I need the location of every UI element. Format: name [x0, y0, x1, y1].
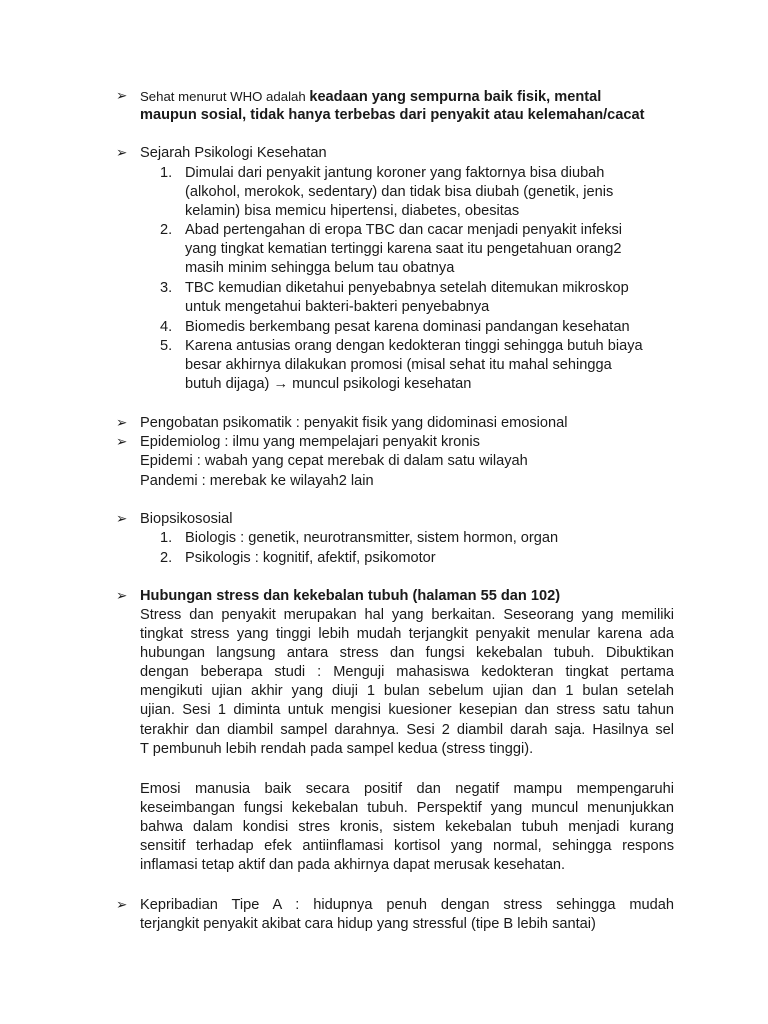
kepribadian-paragraph: [140, 896, 674, 934]
list-item-text: yang tingkat kematian tertinggi karena saat itu pengetahuan orang2: [185, 241, 622, 257]
who-prefix: Sehat menurut WHO adalah: [140, 89, 310, 104]
bullet-icon: ➢: [116, 88, 128, 104]
biopsikososial-title: Biopsikososial: [140, 511, 233, 527]
pengobatan-text: Pengobatan psikomatik : penyakit fisik yang didominasi emosional: [140, 415, 568, 431]
list-item-text: Dimulai dari penyakit jantung koroner yang faktornya bisa diubah: [185, 165, 605, 181]
list-item-text: Abad pertengahan di eropa TBC dan cacar menjadi penyakit infeksi: [185, 222, 623, 238]
list-item-text: Psikologis : kognitif, afektif, psikomotor: [185, 550, 436, 566]
epidemi-text: Epidemi : wabah yang cepat merebak di dalam satu wilayah: [140, 453, 528, 469]
epidemiolog-text: Epidemiolog : ilmu yang mempelajari penyakit kronis: [140, 434, 480, 450]
list-item-text: kelamin) bisa memicu hipertensi, diabetes, obesitas: [185, 203, 520, 219]
who-line-1: [140, 87, 601, 107]
paragraph-line: ujian. Sesi 1 diminta untuk mengisi kuesioner kesepian dan stress satu tahun: [140, 702, 674, 719]
bullet-icon: ➢: [116, 511, 128, 527]
paragraph-line: Stress dan penyakit merupakan hal yang berkaitan. Seseorang yang memiliki: [140, 607, 674, 623]
paragraph-line: sensitif terhadap efek antiinflamasi kortisol yang normal, sehingga respons: [140, 838, 674, 855]
pandemi-text: Pandemi : merebak ke wilayah2 lain: [140, 473, 374, 489]
list-item-text: masih minim sehingga belum tau obatnya: [185, 260, 455, 276]
list-number: 4.: [160, 319, 173, 335]
list-number: 2.: [160, 550, 173, 566]
paragraph-line: mengikuti ujian akhir yang diuji 1 bulan sebelum ujian dan 1 bulan setelah: [140, 683, 674, 700]
who-bold-1: keadaan yang sempurna baik fisik, mental: [309, 89, 602, 105]
list-item-text: untuk mengetahui bakteri-bakteri penyebabnya: [185, 299, 490, 315]
paragraph-line: Emosi manusia baik secara positif dan negatif mampu mempengaruhi: [140, 781, 674, 797]
paragraph-line: terakhir dan diambil sampel darahnya. Sesi 2 diambil darah saja. Hasilnya sel: [140, 721, 674, 738]
paragraph-line: terjangkit penyakit akibat cara hidup yang stressful (tipe B lebih santai): [140, 916, 596, 933]
paragraph-line: dengan beberapa studi : Menguji mahasiswa kedokteran tingkat pertama: [140, 664, 674, 681]
paragraph-line: inflamasi tetap aktif dan pada akhirnya dapat merusak kesehatan.: [140, 857, 566, 874]
list-item-text: butuh dijaga) → muncul psikologi kesehatan: [185, 376, 472, 392]
list-number: 3.: [160, 280, 173, 296]
bullet-icon: ➢: [116, 588, 128, 604]
paragraph-line: bahwa dalam kondisi stres kronis, sistem kekebalan tubuh menjadi kurang: [140, 819, 674, 836]
list-item-text: Karena antusias orang dengan kedokteran tinggi sehingga butuh biaya: [185, 338, 643, 354]
who-bold-2: maupun sosial, tidak hanya terbebas dari penyakit atau kelemahan/cacat: [140, 107, 645, 123]
list-item-text: Biomedis berkembang pesat karena dominasi pandangan kesehatan: [185, 319, 630, 335]
hubungan-paragraph-2: [140, 780, 674, 875]
list-item-text: TBC kemudian diketahui penyebabnya setelah ditemukan mikroskop: [185, 280, 629, 296]
list-item-text: (alkohol, merokok, sedentary) dan tidak bisa diubah (genetik, jenis: [185, 184, 614, 200]
paragraph-line: tingkat stress yang tinggi lebih mudah terjangkit penyakit menular karena ada: [140, 626, 674, 643]
paragraph-line: Kepribadian Tipe A : hidupnya penuh dengan stress sehingga mudah: [140, 897, 674, 913]
list-item-text: besar akhirnya dilakukan promosi (misal sehat itu mahal sehingga: [185, 357, 612, 373]
paragraph-line: hubungan langsung antara stress dan fungsi kekebalan tubuh. Dibuktikan: [140, 645, 674, 662]
list-number: 5.: [160, 338, 173, 354]
list-item-text: Biologis : genetik, neurotransmitter, sistem hormon, organ: [185, 530, 559, 546]
bullet-icon: ➢: [116, 434, 128, 450]
bullet-icon: ➢: [116, 415, 128, 431]
list-number: 2.: [160, 222, 173, 238]
bullet-icon: ➢: [116, 897, 128, 913]
bullet-icon: ➢: [116, 145, 128, 161]
sejarah-title: Sejarah Psikologi Kesehatan: [140, 145, 327, 161]
hubungan-paragraph-1: [140, 606, 674, 759]
list-number: 1.: [160, 165, 173, 181]
hubungan-title: Hubungan stress dan kekebalan tubuh (halaman 55 dan 102): [140, 588, 561, 604]
paragraph-line: T pembunuh lebih rendah pada sampel kedua (stress tinggi).: [140, 740, 534, 757]
paragraph-line: keseimbangan fungsi kekebalan tubuh. Perspektif yang muncul menunjukkan: [140, 800, 674, 817]
list-number: 1.: [160, 530, 173, 546]
